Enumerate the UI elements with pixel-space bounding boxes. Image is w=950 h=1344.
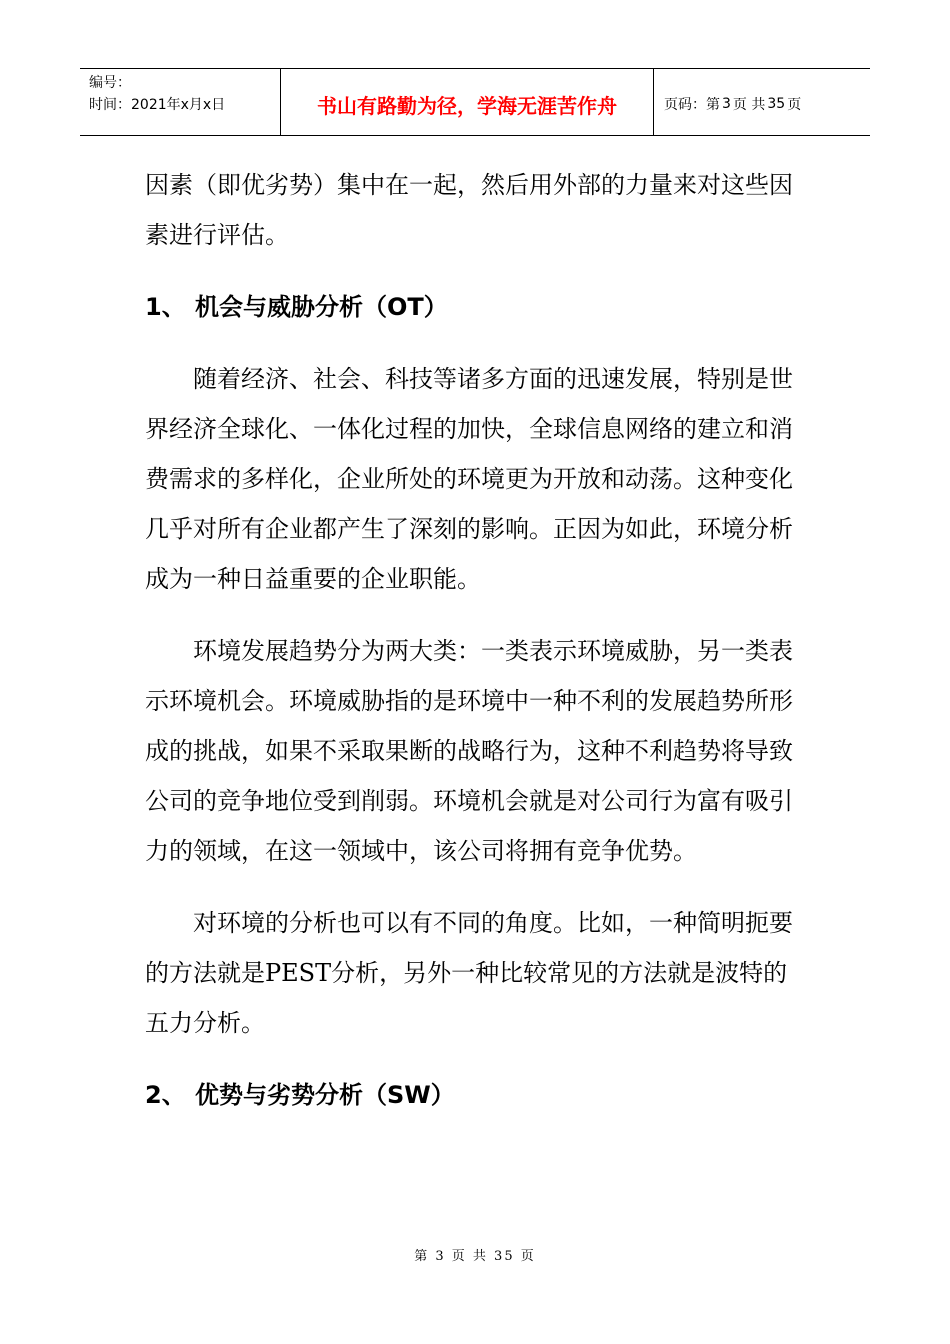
paragraph: 环境发展趋势分为两大类：一类表示环境威胁，另一类表示环境机会。环境威胁指的是环境中一种不利的发展趋势所形成的挑战，如果不采取果断的战略行为，这种不利趋势将导致公司的竞争地位受到削弱。环境机会就是对公司行为富有吸引力的领域，在这一领域中，该公司将拥有竞争优势。 xyxy=(145,637,793,865)
paragraph: 随着经济、社会、科技等诸多方面的迅速发展，特别是世界经济全球化、一体化过程的加快，全球信息网络的建立和消费需求的多样化，企业所处的环境更为开放和动荡。这种变化几乎对所有企业都产生了深刻的影响。正因为如此，环境分析成为一种日益重要的企业职能。 xyxy=(145,365,793,593)
page-current: 3 xyxy=(722,96,731,112)
header-meta xyxy=(80,69,281,135)
paragraph: 对环境的分析也可以有不同的角度。比如，一种简明扼要的方法就是PEST分析，另外一种比较常见的方法就是波特的五力分析。 xyxy=(145,909,793,1037)
page-mid: 页 共 xyxy=(732,97,766,113)
section-heading-sw xyxy=(145,1070,805,1120)
page-total: 35 xyxy=(767,96,786,112)
section-heading-ot xyxy=(145,282,805,332)
date-line: 时间：2021年x月x日 xyxy=(89,97,226,113)
heading-number: 2、 xyxy=(145,1081,186,1109)
page-footer: 第 3 页 共 35 页 xyxy=(414,1249,536,1264)
document-body xyxy=(145,160,805,1120)
page-header xyxy=(80,68,870,136)
motto: 书山有路勤为径，学海无涯苦作舟 xyxy=(281,69,654,135)
heading-text: 机会与威胁分析（OT） xyxy=(195,293,448,321)
page-prefix: 页码：第 xyxy=(664,97,720,113)
id-label: 编号： xyxy=(89,75,131,91)
paragraph-continued: 因素（即优劣势）集中在一起，然后用外部的力量来对这些因素进行评估。 xyxy=(145,171,793,249)
page-suffix: 页 xyxy=(787,97,802,113)
page-indicator xyxy=(654,69,870,135)
heading-text: 优势与劣势分析（SW） xyxy=(195,1081,455,1109)
heading-number: 1、 xyxy=(145,293,186,321)
